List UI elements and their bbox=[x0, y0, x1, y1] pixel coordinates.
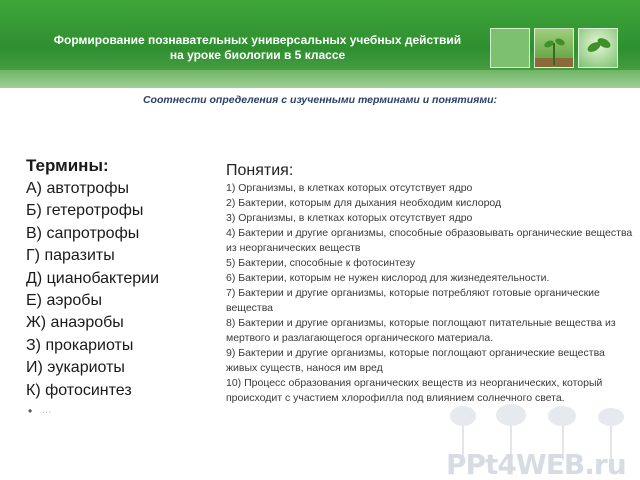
concept-item: 6) Бактерии, которым не нужен кислород для жизнедеятельности. bbox=[226, 272, 550, 284]
trailing-dots: ... bbox=[42, 404, 52, 416]
header-banner bbox=[0, 0, 640, 88]
concept-item: 5) Бактерии, способные к фотосинтезу bbox=[226, 257, 416, 269]
concept-item: 8) Бактерии и другие организмы, которые поглощают питательные вещества из мертвого и разлагающегося органического материала. bbox=[226, 317, 616, 344]
concept-item: 7) Бактерии и другие организмы, которые потребляют готовые органические вещества bbox=[226, 287, 600, 314]
concept-item: 1) Организмы, в клетках которых отсутствует ядро bbox=[226, 182, 473, 194]
banner-light-band bbox=[0, 70, 640, 88]
slide-title-line1: Формирование познавательных универсальных учебных действий bbox=[53, 33, 462, 47]
terms-list bbox=[26, 178, 159, 402]
slide-title-line2: на уроке биологии в 5 классе bbox=[169, 48, 346, 62]
term-item: Е) аэробы bbox=[26, 291, 102, 309]
concept-item: 3) Организмы, в клетках которых отсутствует ядро bbox=[226, 212, 473, 224]
term-item: В) сапротрофы bbox=[26, 224, 140, 242]
concepts-list bbox=[226, 181, 636, 406]
concept-item: 2) Бактерии, которым для дыхания необходим кислород bbox=[226, 197, 502, 209]
leaf-image bbox=[578, 28, 618, 68]
watermark-logo bbox=[432, 404, 640, 480]
term-item: Г) паразиты bbox=[26, 247, 115, 265]
task-instruction: Соотнести определения с изученными терминами и понятиями: bbox=[142, 94, 498, 106]
watermark-text: PPt4WEB.ru bbox=[446, 448, 626, 480]
term-item: Ж) анаэробы bbox=[26, 314, 124, 332]
term-item: А) автотрофы bbox=[26, 180, 129, 197]
sprout-image bbox=[534, 28, 574, 68]
decor-square-green bbox=[490, 28, 530, 68]
slide-title bbox=[20, 33, 495, 63]
concept-item: 9) Бактерии и другие организмы, которые поглощают органические вещества живых существ, нанося им вред bbox=[226, 347, 605, 374]
term-item: Д) цианобактерии bbox=[26, 269, 160, 287]
empty-bullet: • bbox=[28, 404, 33, 418]
concept-item: 4) Бактерии и другие организмы, способные образовывать органические вещества из неорганических веществ bbox=[226, 227, 633, 254]
term-item: К) фотосинтез bbox=[26, 381, 132, 399]
terms-heading: Термины: bbox=[26, 156, 109, 175]
term-item: Б) гетеротрофы bbox=[26, 202, 144, 220]
concept-item: 10) Процесс образования органических веществ из неорганических, который происходит с участием хлорофилла под влиянием солнечного света. bbox=[226, 377, 603, 404]
term-item: З) прокариоты bbox=[26, 336, 134, 354]
concepts-heading: Понятия: bbox=[226, 162, 294, 179]
term-item: И) эукариоты bbox=[26, 359, 125, 377]
